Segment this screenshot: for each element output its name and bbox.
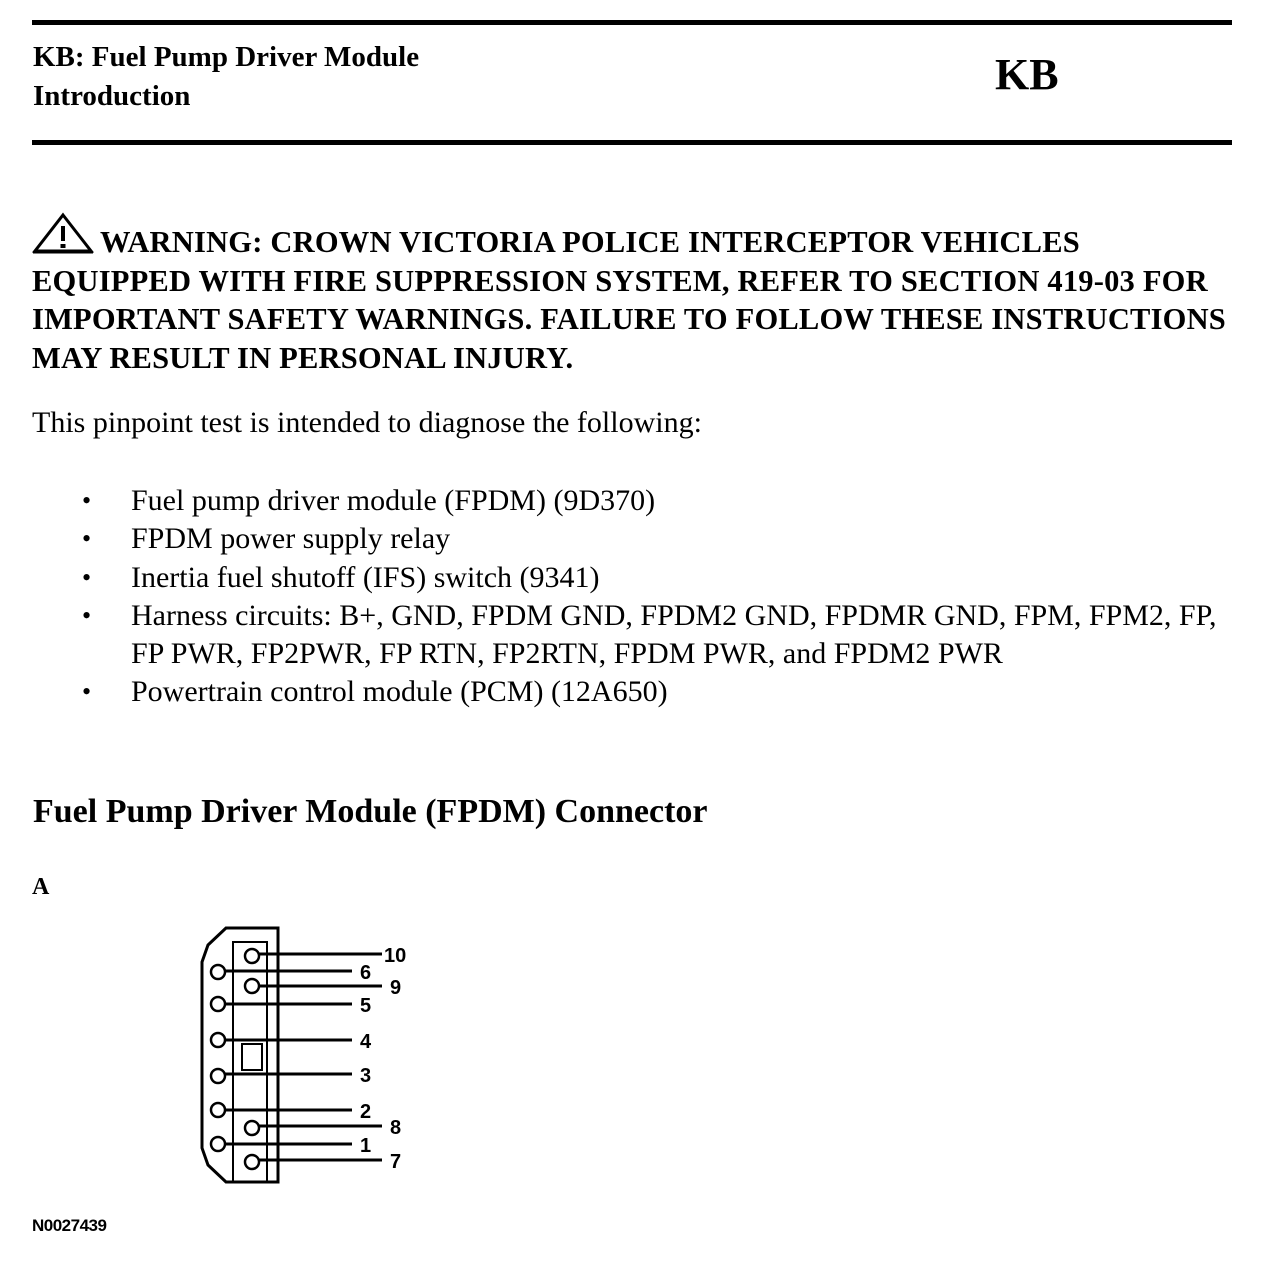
connector-latch [242, 1044, 262, 1070]
pin-1-circle [211, 1137, 225, 1151]
diagnose-list [76, 482, 1226, 712]
pin-4-circle [211, 1033, 225, 1047]
list-item-text: Fuel pump driver module (FPDM) (9D370) [131, 484, 656, 517]
pin-7-circle [245, 1155, 259, 1169]
header-title-line1: KB: Fuel Pump Driver Module [33, 41, 420, 73]
list-item [76, 559, 1226, 597]
header-title [33, 38, 419, 116]
warning-triangle-icon [32, 212, 94, 254]
header-title-line2: Introduction [33, 80, 191, 112]
list-item [76, 482, 1226, 520]
pin-label-2: 2 [360, 1101, 372, 1123]
bullet-marker: • [82, 524, 92, 554]
list-item [76, 673, 1226, 711]
pin-10-circle [245, 949, 259, 963]
pin-label-4: 4 [360, 1031, 372, 1053]
fpdm-connector-diagram [190, 920, 430, 1200]
pin-6-circle [211, 965, 225, 979]
pin-label-3: 3 [360, 1065, 372, 1087]
pin-5-circle [211, 997, 225, 1011]
pin-2-circle [211, 1103, 225, 1117]
list-item [76, 520, 1226, 558]
pin-label-8: 8 [390, 1117, 402, 1139]
bullet-marker: • [82, 486, 92, 515]
bullet-marker: • [82, 600, 92, 630]
pin-label-7: 7 [390, 1151, 402, 1173]
warning-block [32, 212, 1232, 377]
list-item-text: FPDM power supply relay [131, 522, 451, 556]
warning-text: WARNING: CROWN VICTORIA POLICE INTERCEPTOR VEHICLES EQUIPPED WITH FIRE SUPPRESSION SYSTEM, REFER TO SECTION 419-03 FOR IMPORTANT SAFETY WARNINGS. FAILURE TO FOLLOW THESE INSTRUCTIONS MAY RESULT IN PERSONAL INJURY. [32, 225, 1226, 375]
pin-8-circle [245, 1121, 259, 1135]
pin-label-1: 1 [360, 1135, 372, 1157]
connector-section-title: Fuel Pump Driver Module (FPDM) Connector [33, 793, 708, 830]
header-bottom-rule [32, 140, 1232, 145]
pin-label-6: 6 [360, 962, 372, 984]
list-item-text: Harness circuits: B+, GND, FPDM GND, FPDM2 GND, FPDMR GND, FPM, FPM2, FP, FP PWR, FP2PWR, FP RTN, FP2RTN, FPDM PWR, and FPDM2 PWR [131, 598, 1217, 671]
pin-label-9: 9 [390, 977, 402, 999]
connector-view-label: A [32, 874, 50, 900]
intro-text: This pinpoint test is intended to diagnose the following: [32, 406, 702, 439]
bullet-marker: • [82, 677, 92, 707]
list-item-text: Powertrain control module (PCM) (12A650) [131, 675, 668, 709]
header-top-rule [32, 20, 1232, 25]
pin-label-5: 5 [360, 995, 372, 1017]
pin-3-circle [211, 1069, 225, 1083]
pin-label-10: 10 [384, 945, 407, 967]
bullet-marker: • [82, 562, 92, 592]
list-item [76, 597, 1226, 674]
section-code: KB [995, 50, 1059, 99]
figure-id: N0027439 [32, 1216, 107, 1235]
list-item-text: Inertia fuel shutoff (IFS) switch (9341) [131, 560, 600, 594]
pin-9-circle [245, 979, 259, 993]
